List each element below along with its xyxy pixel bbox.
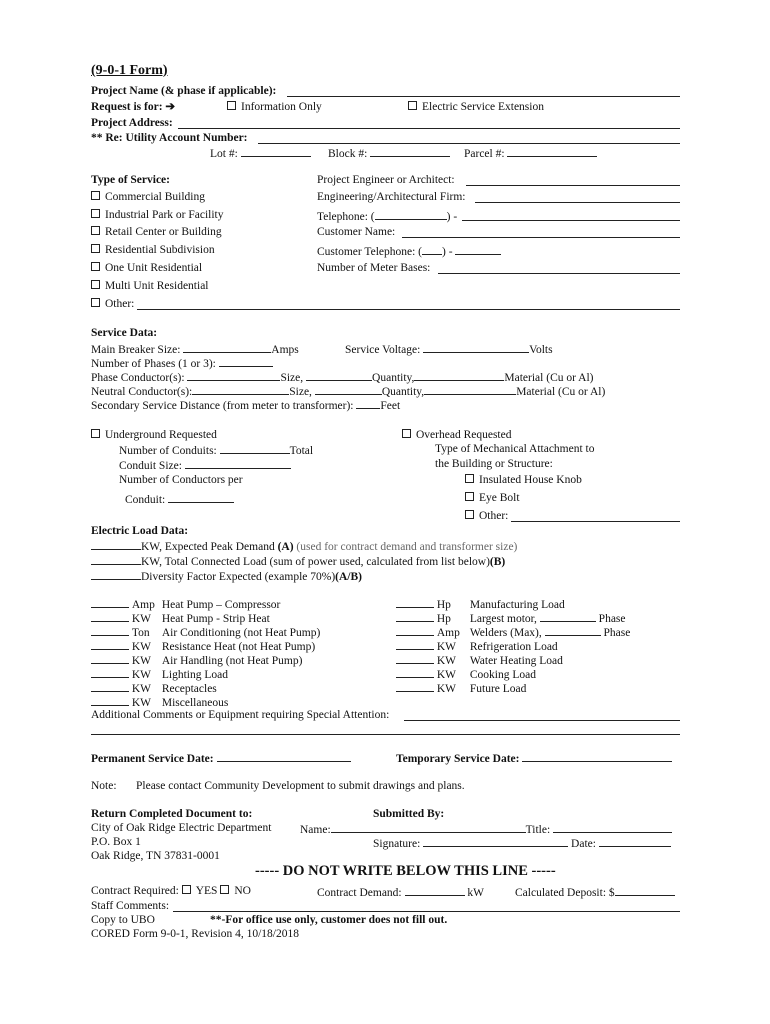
connected-load-field[interactable]: KW, Total Connected Load (sum of power used, calculated from list below)(B) [91,553,505,569]
calculated-deposit-field[interactable]: Calculated Deposit: $ [515,884,675,900]
load-row-left[interactable]: KW Lighting Load [91,666,228,682]
conduit-field[interactable]: Conduit: [125,491,234,507]
electric-extension-option[interactable]: Electric Service Extension [408,100,544,114]
request-label: Request is for: ➔ [91,101,176,113]
return-line-2: P.O. Box 1 [91,836,141,848]
checkbox[interactable] [465,474,474,483]
service-other-field[interactable] [137,309,680,310]
checkbox[interactable] [91,226,100,235]
revision-text: CORED Form 9-0-1, Revision 4, 10/18/2018 [91,928,299,940]
copy-ubo: Copy to UBO [91,914,155,926]
customer-telephone-field[interactable]: Customer Telephone: ( ) - [317,243,501,259]
checkbox[interactable] [227,101,236,110]
checkbox[interactable] [465,492,474,501]
checkbox[interactable] [91,262,100,271]
load-row-right[interactable]: Amp Welders (Max), Phase [396,624,630,640]
service-data-heading: Service Data: [91,327,158,339]
attachment-label-1: Type of Mechanical Attachment to [435,443,595,455]
submitted-heading: Submitted By: [373,808,445,820]
service-one-unit[interactable]: One Unit Residential [91,261,202,275]
utility-account-label: ** Re: Utility Account Number: [91,132,248,144]
attachment-other-field[interactable] [511,521,680,522]
parcel-field[interactable]: Parcel #: [464,145,597,161]
electric-load-heading: Electric Load Data: [91,525,189,537]
comments-label: Additional Comments or Equipment requiring Special Attention: [91,709,390,721]
load-row-left[interactable]: KW Receptacles [91,680,217,696]
return-line-3: Oak Ridge, TN 37831-0001 [91,850,220,862]
load-row-left[interactable]: Amp Heat Pump – Compressor [91,596,280,612]
office-only-note: **-For office use only, customer does not fill out. [210,914,448,926]
service-other[interactable]: Other: [91,297,134,311]
meter-bases-field[interactable] [438,273,680,274]
load-row-right[interactable]: KW Future Load [396,680,526,696]
load-row-right[interactable]: KW Refrigeration Load [396,638,558,654]
load-row-right[interactable]: KW Water Heating Load [396,652,563,668]
service-industrial[interactable]: Industrial Park or Facility [91,208,224,222]
attachment-label-2: the Building or Structure: [435,458,553,470]
checkbox[interactable] [91,298,100,307]
underground-option[interactable]: Underground Requested [91,428,217,442]
engineer-field[interactable] [466,185,680,186]
block-field[interactable]: Block #: [328,145,450,161]
customer-name-label: Customer Name: [317,226,396,238]
return-heading: Return Completed Document to: [91,808,253,820]
load-row-left[interactable]: KW Miscellaneous [91,694,228,710]
overhead-option[interactable]: Overhead Requested [402,428,511,442]
service-retail[interactable]: Retail Center or Building [91,225,222,239]
checkbox[interactable] [402,429,411,438]
note-label: Note: [91,780,117,792]
load-row-left[interactable]: KW Heat Pump - Strip Heat [91,610,270,626]
checkbox[interactable] [408,101,417,110]
service-voltage-field[interactable]: Service Voltage: Volts [345,341,553,357]
permanent-date-field[interactable]: Permanent Service Date: [91,750,351,766]
project-name-field[interactable] [287,96,680,97]
conduit-size-field[interactable]: Conduit Size: [119,457,291,473]
phases-field[interactable]: Number of Phases (1 or 3): [91,355,273,371]
firm-label: Engineering/Architectural Firm: [317,191,466,203]
signature-field[interactable]: Signature: Date: [373,835,671,851]
load-row-right[interactable]: Hp Largest motor, Phase [396,610,626,626]
checkbox[interactable] [91,429,100,438]
peak-demand-field[interactable]: KW, Expected Peak Demand (A) (used for contract demand and transformer size) [91,538,517,554]
meter-bases-label: Number of Meter Bases: [317,262,431,274]
checkbox[interactable] [91,244,100,253]
checkbox[interactable] [465,510,474,519]
load-row-right[interactable]: KW Cooking Load [396,666,536,682]
type-of-service-heading: Type of Service: [91,174,170,186]
checkbox[interactable] [91,191,100,200]
attachment-other-option[interactable]: Other: [465,509,508,523]
eye-bolt-option[interactable]: Eye Bolt [465,491,520,505]
insulated-knob-option[interactable]: Insulated House Knob [465,473,582,487]
form-title: (9-0-1 Form) [91,63,168,78]
info-only-option[interactable]: Information Only [227,100,322,114]
conductors-per-label: Number of Conductors per [119,474,243,486]
project-name-label: Project Name (& phase if applicable): [91,85,277,97]
telephone-number-field[interactable] [462,220,680,221]
do-not-write-banner: ----- DO NOT WRITE BELOW THIS LINE ----- [255,863,556,879]
submitted-name-field[interactable]: Name: Title: [300,821,672,837]
checkbox[interactable] [91,280,100,289]
load-row-left[interactable]: KW Resistance Heat (not Heat Pump) [91,638,315,654]
service-residential-subdivision[interactable]: Residential Subdivision [91,243,215,257]
contract-required-field[interactable]: Contract Required: YES NO [91,885,251,897]
load-row-left[interactable]: KW Air Handling (not Heat Pump) [91,652,302,668]
project-address-label: Project Address: [91,117,173,129]
engineer-label: Project Engineer or Architect: [317,174,455,186]
checkbox[interactable] [91,209,100,218]
neutral-conductors-field[interactable]: Neutral Conductor(s): Size, Quantity, Material (Cu or Al) [91,383,605,399]
staff-comments-label: Staff Comments: [91,900,170,912]
main-breaker-field[interactable]: Main Breaker Size: Amps [91,341,299,357]
service-commercial[interactable]: Commercial Building [91,190,205,204]
checkbox[interactable] [220,885,229,894]
diversity-factor-field[interactable]: Diversity Factor Expected (example 70%)(A/B) [91,568,362,584]
note-text: Please contact Community Development to submit drawings and plans. [136,780,465,792]
firm-field[interactable] [475,202,680,203]
project-address-field[interactable] [178,128,680,129]
staff-comments-field[interactable] [173,911,680,912]
comments-field-2[interactable] [91,734,680,735]
temporary-date-field[interactable]: Temporary Service Date: [396,750,672,766]
secondary-distance-field[interactable]: Secondary Service Distance (from meter to transformer): Feet [91,397,400,413]
load-row-right[interactable]: Hp Manufacturing Load [396,596,565,612]
checkbox[interactable] [182,885,191,894]
customer-name-field[interactable] [402,237,680,238]
comments-field[interactable] [404,720,680,721]
telephone-field[interactable]: Telephone: ( ) - [317,208,457,224]
phase-conductors-field[interactable]: Phase Conductor(s): Size, Quantity, Material (Cu or Al) [91,369,594,385]
lot-field[interactable]: Lot #: [210,145,311,161]
return-line-1: City of Oak Ridge Electric Department [91,822,272,834]
arrow-right-icon: ➔ [165,101,176,113]
num-conduits-field[interactable]: Number of Conduits: Total [119,442,313,458]
load-row-left[interactable]: Ton Air Conditioning (not Heat Pump) [91,624,320,640]
contract-demand-field[interactable]: Contract Demand: kW [317,884,484,900]
utility-account-field[interactable] [258,143,680,144]
service-multi-unit[interactable]: Multi Unit Residential [91,279,209,293]
